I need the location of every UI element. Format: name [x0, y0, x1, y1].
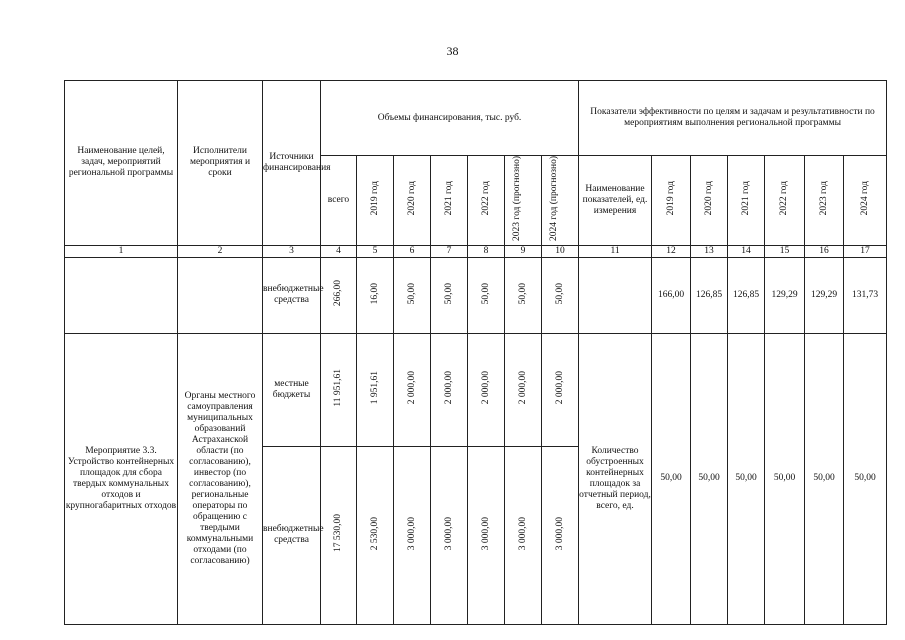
column-number: 15	[765, 245, 805, 257]
header-ind-2022: 2022 год	[779, 181, 790, 216]
column-number: 2	[178, 245, 263, 257]
value-2019: 16,00	[369, 282, 380, 305]
value-2024: 50,00	[554, 282, 565, 305]
column-number: 13	[691, 245, 728, 257]
value-2021: 50,00	[443, 282, 454, 305]
empty-cell	[65, 257, 178, 333]
measure-name: Мероприятие 3.3. Устройство контейнерных площадок для сбора твердых коммунальных отходов и крупногабаритных отходов	[65, 333, 178, 624]
header-indicators: Показатели эффективности по целям и задачам и результативности по мероприятиям выполнения региональной программы	[579, 81, 887, 156]
header-2024: 2024 год (прогнозно)	[549, 156, 559, 241]
column-number: 10	[542, 245, 579, 257]
indicator-2019: 166,00	[652, 257, 691, 333]
value-2024: 3 000,00	[554, 516, 565, 551]
indicator-2020: 50,00	[691, 333, 728, 624]
column-number: 9	[505, 245, 542, 257]
funding-source: внебюджетные средства	[263, 257, 321, 333]
indicator-2023: 129,29	[805, 257, 844, 333]
column-number: 12	[652, 245, 691, 257]
header-2020: 2020 год	[406, 181, 417, 216]
column-number: 7	[431, 245, 468, 257]
indicator-2021: 126,85	[728, 257, 765, 333]
column-number: 17	[844, 245, 887, 257]
empty-cell	[579, 257, 652, 333]
column-number: 4	[321, 245, 357, 257]
column-number: 16	[805, 245, 844, 257]
header-ind-2020: 2020 год	[703, 181, 714, 216]
value-2020: 3 000,00	[406, 516, 417, 551]
column-number: 8	[468, 245, 505, 257]
header-ind-2023: 2023 год	[818, 181, 829, 216]
header-executors: Исполнители мероприятия и сроки	[178, 81, 263, 246]
measure-executors: Органы местного самоуправления муниципальных образований Астраханской области (по согласованию), инвестор (по согласованию), региональные операторы по обращению с твердыми коммунальными отходами (по согласованию)	[178, 333, 263, 624]
column-number: 11	[579, 245, 652, 257]
table-row	[65, 333, 887, 446]
header-funding-volumes: Объемы финансирования, тыс. руб.	[321, 81, 579, 156]
indicator-2023: 50,00	[805, 333, 844, 624]
header-sources: Источники финансирования	[263, 81, 321, 246]
indicator-2022: 50,00	[765, 333, 805, 624]
column-number: 14	[728, 245, 765, 257]
value-2021: 2 000,00	[443, 371, 454, 405]
value-2019: 1 951,61	[369, 371, 380, 405]
funding-source: местные бюджеты	[263, 333, 321, 446]
indicator-2022: 129,29	[765, 257, 805, 333]
column-number: 5	[357, 245, 394, 257]
indicator-name: Количество обустроенных контейнерных площадок за отчетный период, всего, ед.	[579, 333, 652, 624]
header-ind-2024: 2024 год	[859, 181, 870, 216]
header-ind-2019: 2019 год	[665, 181, 676, 216]
header-ind-2021: 2021 год	[740, 181, 751, 216]
value-total: 266,00	[333, 280, 343, 307]
header-2019: 2019 год	[369, 181, 380, 216]
value-total: 17 530,00	[333, 514, 343, 553]
header-2021: 2021 год	[443, 181, 454, 216]
value-2019: 2 530,00	[369, 516, 380, 551]
header-goal-name: Наименование целей, задач, мероприятий региональной программы	[65, 81, 178, 246]
page-number: 38	[446, 44, 459, 58]
header-2022: 2022 год	[480, 181, 491, 216]
empty-cell	[178, 257, 263, 333]
indicator-2020: 126,85	[691, 257, 728, 333]
column-number: 1	[65, 245, 178, 257]
value-2022: 2 000,00	[480, 371, 491, 405]
indicator-2019: 50,00	[652, 333, 691, 624]
value-2020: 50,00	[406, 282, 417, 305]
value-2023: 50,00	[517, 282, 528, 305]
value-2023: 3 000,00	[517, 516, 528, 551]
table-row	[65, 257, 887, 333]
header-total: всего	[321, 156, 357, 246]
column-number: 6	[394, 245, 431, 257]
funding-source: внебюджетные средства	[263, 446, 321, 624]
column-number: 3	[263, 245, 321, 257]
value-2021: 3 000,00	[443, 516, 454, 551]
value-2024: 2 000,00	[554, 371, 565, 405]
header-2023: 2023 год (прогнозно)	[512, 156, 522, 241]
value-2022: 50,00	[480, 282, 491, 305]
value-total: 11 951,61	[333, 369, 343, 407]
value-2020: 2 000,00	[406, 371, 417, 405]
indicator-2024: 131,73	[844, 257, 887, 333]
value-2023: 2 000,00	[517, 371, 528, 405]
column-number-row	[65, 245, 887, 257]
value-2022: 3 000,00	[480, 516, 491, 551]
indicator-2021: 50,00	[728, 333, 765, 624]
indicator-2024: 50,00	[844, 333, 887, 624]
financing-table	[64, 80, 887, 625]
header-indicator-name: Наименование показателей, ед. измерения	[579, 156, 652, 246]
